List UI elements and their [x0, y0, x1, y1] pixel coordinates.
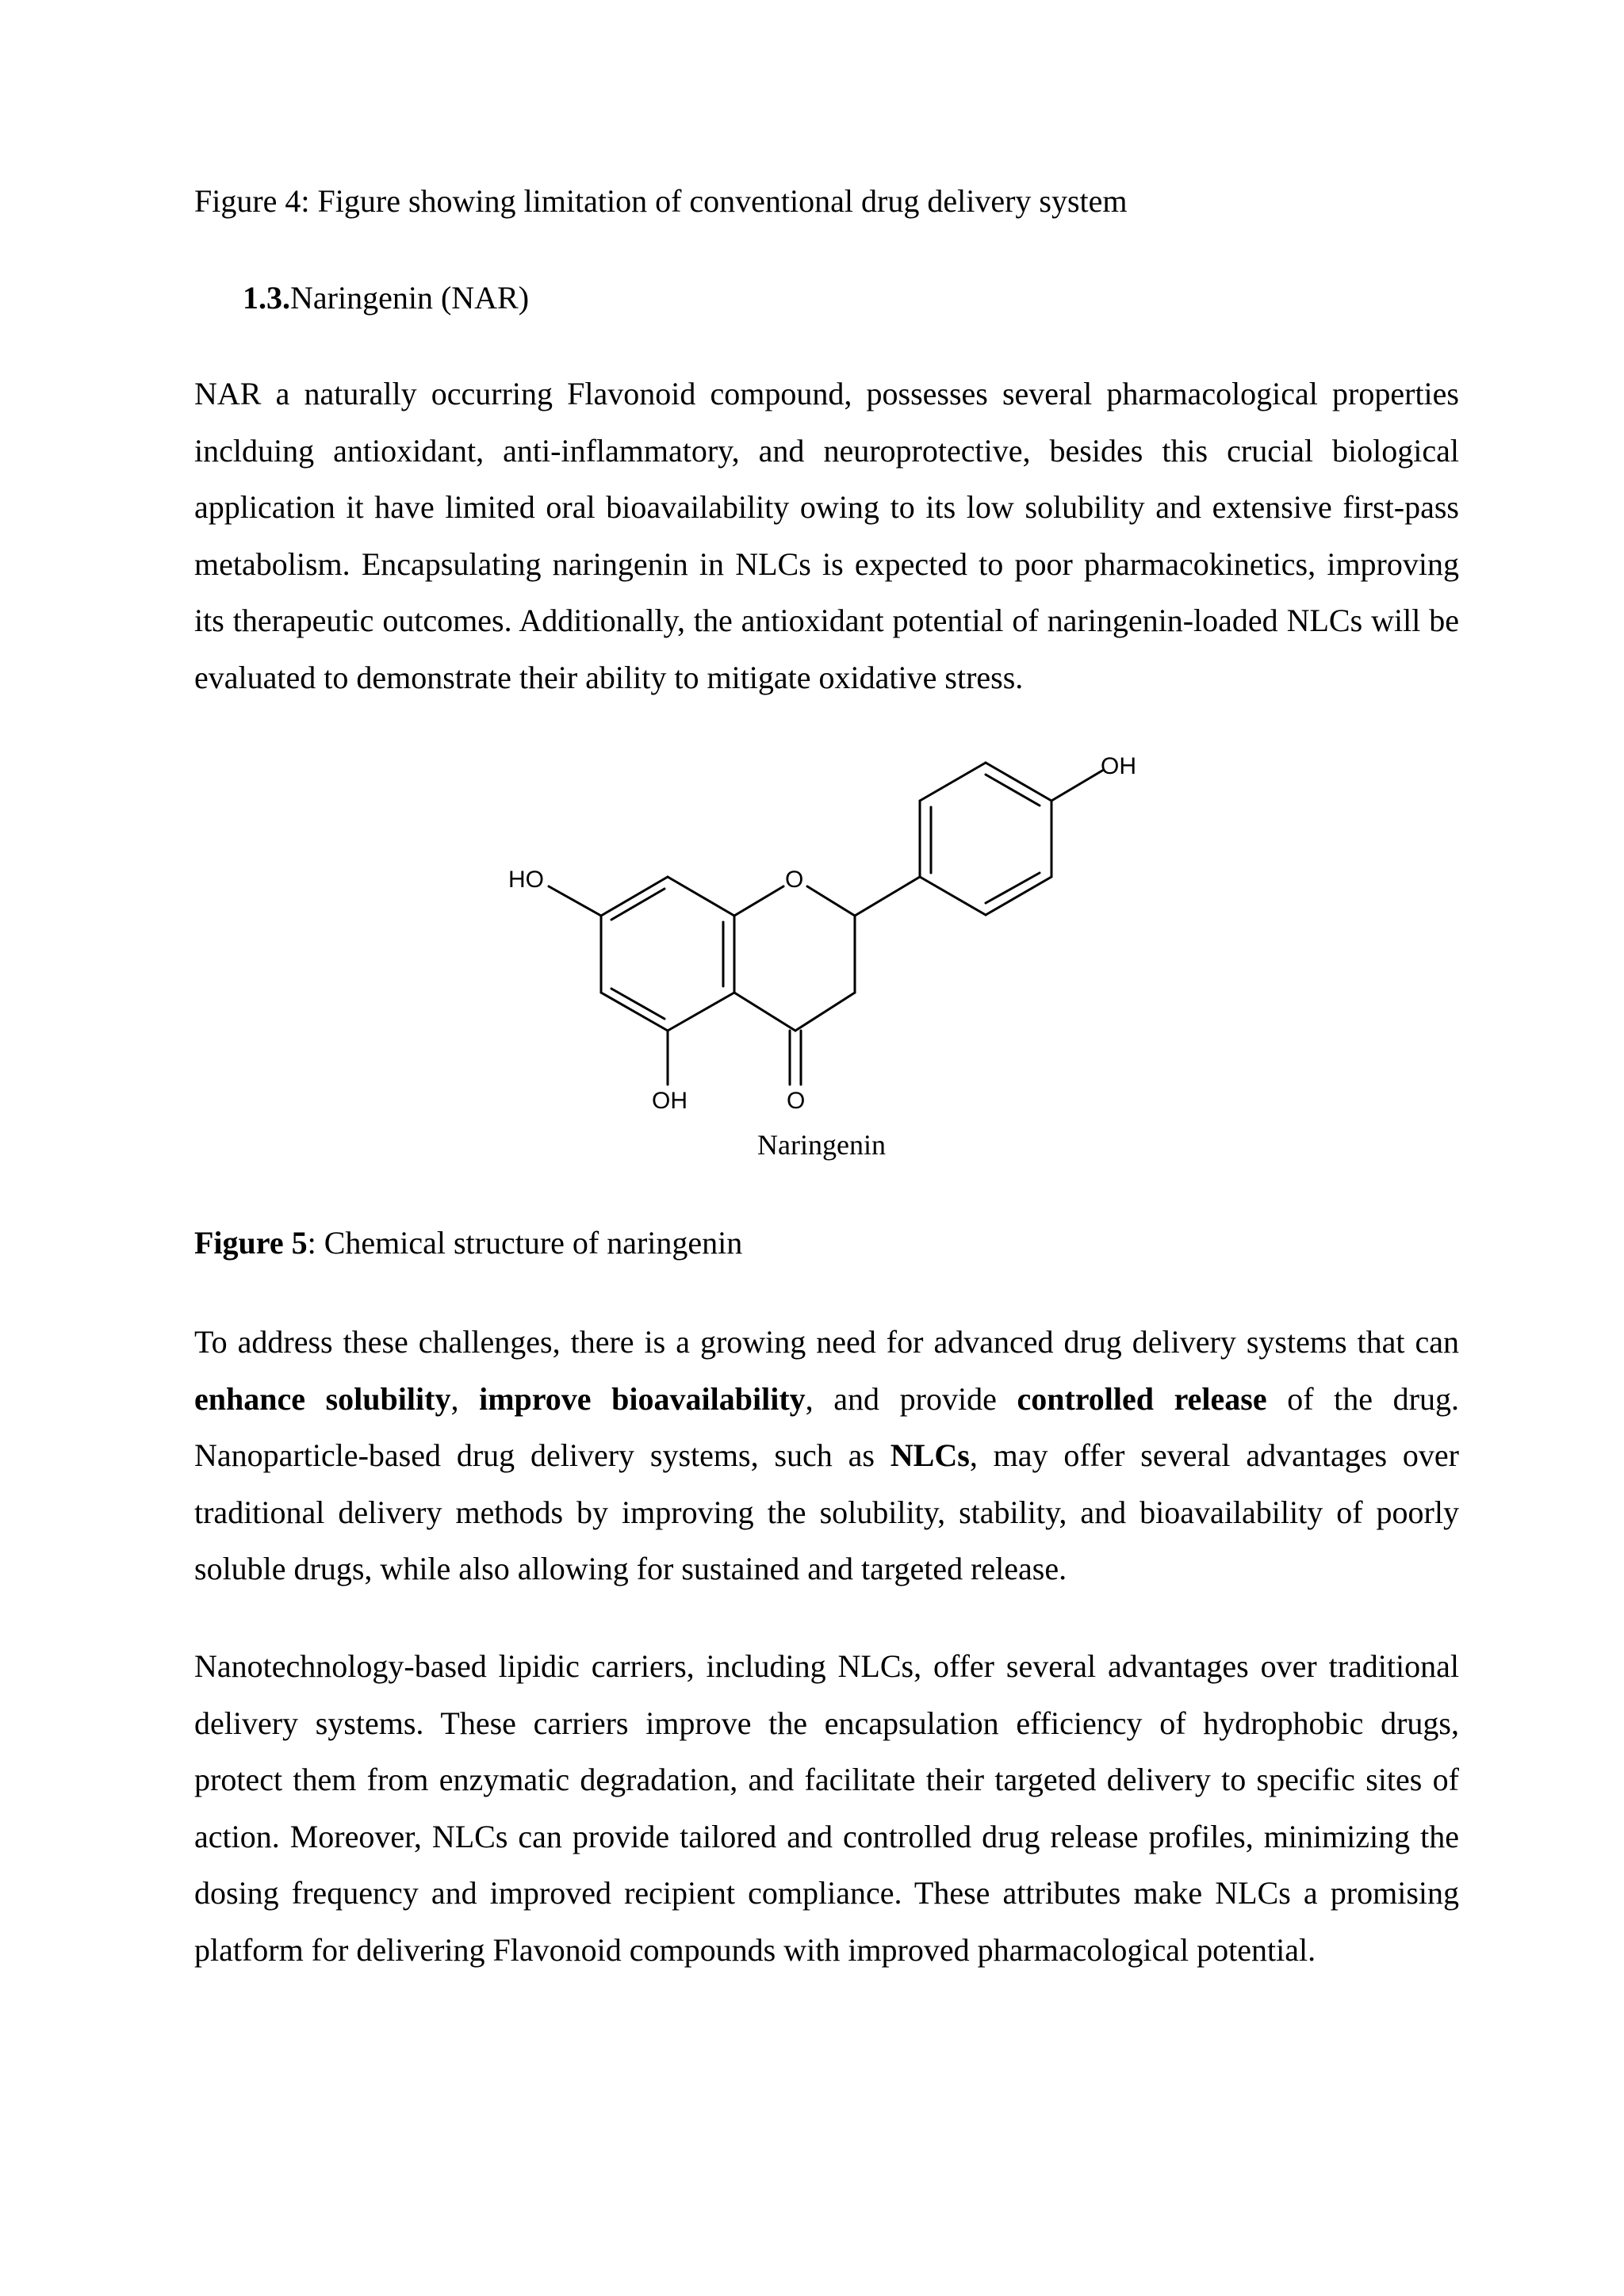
label-carbonyl-o: O: [787, 1088, 806, 1114]
emphasis-enhance-solubility: enhance solubility: [194, 1380, 451, 1417]
figure5-text: : Chemical structure of naringenin: [307, 1225, 743, 1261]
bond: [986, 763, 1051, 801]
bond: [986, 877, 1051, 915]
emphasis-controlled-release: controlled release: [1017, 1380, 1267, 1417]
emphasis-improve-bioavailability: improve bioavailability: [479, 1380, 806, 1417]
bond: [920, 763, 986, 801]
label-ring-o: O: [785, 867, 804, 893]
paragraph-naringenin-intro: NAR a naturally occurring Flavonoid compound, possesses several pharmacological properties inclduing antioxidant, anti-inflammatory, and neuroprotective, besides this crucial biological application it have limited oral bioavailability owing to its low solubility and extensive first-pass metabolism. Encapsulating naringenin in NLCs is expected to poor pharmacokinetics, improving its therapeutic outcomes. Additionally, the antioxidant potential of naringenin-loaded NLCs will be evaluated to demonstrate their ability to mitigate oxidative stress.: [194, 376, 1459, 695]
naringenin-structure-svg: [476, 714, 1189, 1126]
bond: [1051, 771, 1102, 801]
figure5-label: Figure 5: [194, 1225, 308, 1261]
para2-text-3: , and provide: [805, 1380, 1017, 1417]
figure5-caption: [194, 1224, 742, 1262]
section-title: Naringenin (NAR): [290, 280, 530, 316]
paragraph-nanotechnology: Nanotechnology-based lipidic carriers, including NLCs, offer several advantages over traditional delivery systems. These carriers improve the encapsulation efficiency of hydrophobic drugs, protect them from enzymatic degradation, and facilitate their targeted delivery to specific sites of action. Moreover, NLCs can provide tailored and controlled drug release profiles, minimizing the dosing frequency and improved recipient compliance. These attributes make NLCs a promising platform for delivering Flavonoid compounds with improved pharmacological potential.: [194, 1648, 1459, 1968]
bond: [668, 877, 734, 916]
bond: [807, 886, 855, 916]
bond: [920, 877, 986, 915]
label-oh-bottom: OH: [652, 1088, 688, 1114]
para2-text-5: , may offer several advantages over traditional delivery methods by improving the solubility, stability, and bioavailability of poorly soluble drugs, while also allowing for sustained and targeted release.: [194, 1437, 1460, 1586]
label-oh-top: OH: [1101, 753, 1136, 779]
bond: [668, 993, 734, 1031]
compound-name: Naringenin: [757, 1129, 886, 1161]
bond: [734, 886, 783, 916]
bond: [855, 877, 920, 916]
bond: [601, 877, 668, 916]
section-heading: [243, 279, 529, 317]
label-ho-left: HO: [508, 867, 544, 893]
figure4-caption: Figure 4: Figure showing limitation of conventional drug delivery system: [194, 183, 1128, 219]
emphasis-nlcs: NLCs: [890, 1437, 970, 1473]
para2-text-1: To address these challenges, there is a growing need for advanced drug delivery systems that can: [194, 1324, 1459, 1360]
para2-text-2: ,: [450, 1380, 480, 1417]
bond: [734, 993, 795, 1031]
section-number: 1.3.: [243, 280, 290, 316]
paragraph-challenges: [194, 1314, 1459, 1598]
bond: [549, 886, 601, 916]
naringenin-structure-figure: [476, 714, 1189, 1126]
bond: [601, 993, 668, 1031]
bond: [795, 993, 855, 1031]
para2-text-4: of the drug. Nanoparticle-based drug delivery systems, such as: [194, 1380, 1459, 1473]
